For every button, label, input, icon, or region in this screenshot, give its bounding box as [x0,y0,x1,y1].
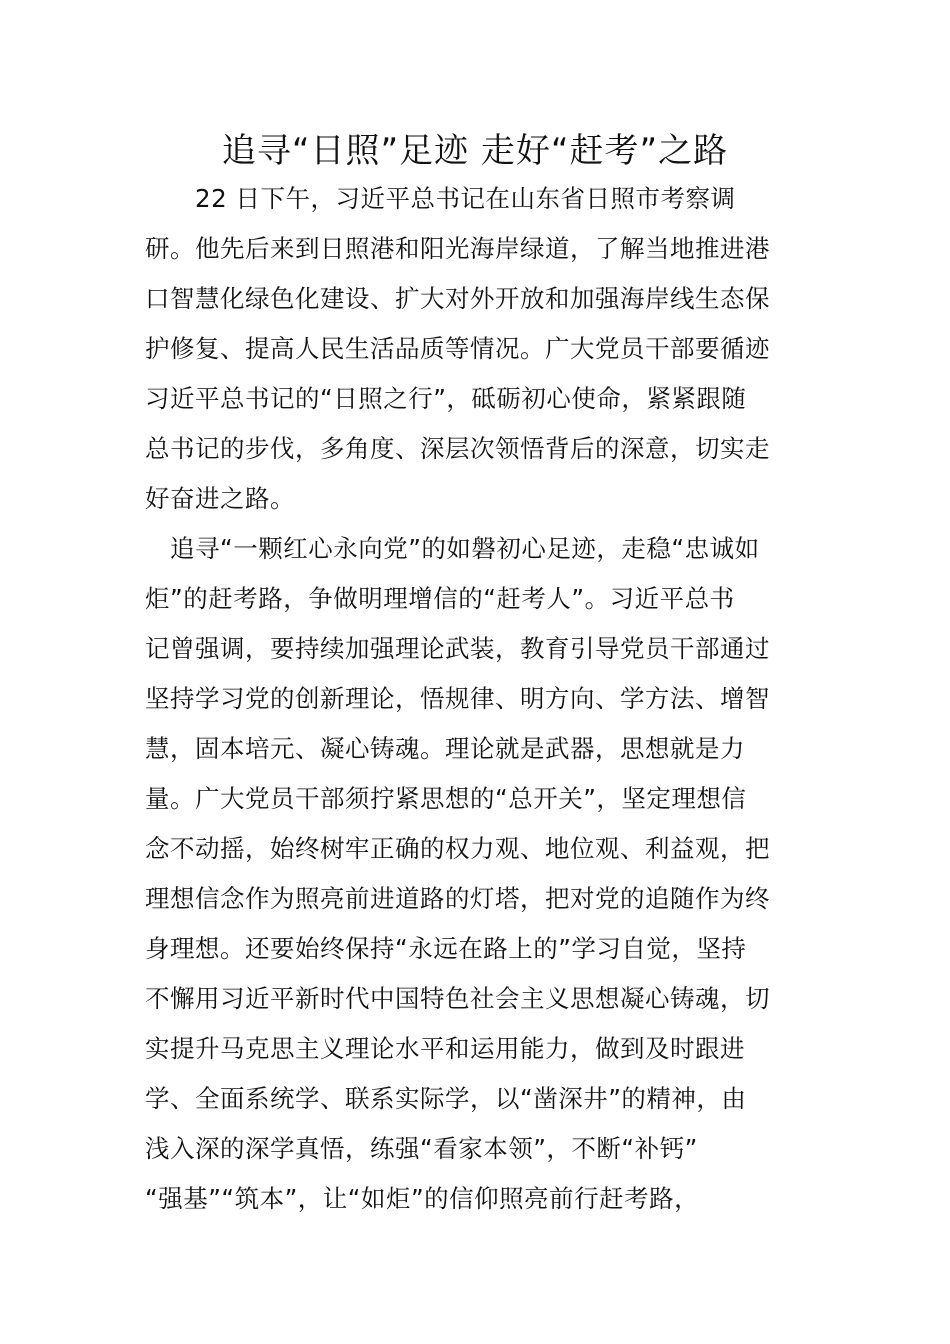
body-line: 不懈用习近平新时代中国特色社会主义思想凝心铸魂，切 [145,984,770,1013]
body-line: 研。他先后来到日照港和阳光海岸绿道，了解当地推进港 [145,234,770,263]
body-line: 护修复、提高人民生活品质等情况。广大党员干部要循迹 [145,334,770,363]
body-line: 追寻“一颗红心永向党”的如磐初心足迹，走稳“忠诚如 [145,534,760,563]
body-line: 口智慧化绿色化建设、扩大对外开放和加强海岸线生态保 [145,284,770,313]
body-line: 浅入深的深学真悟，练强“看家本领”，不断“补钙” [145,1134,698,1163]
body-line: “强基”“筑本”，让“如炬”的信仰照亮前行赶考路， [145,1184,700,1213]
body-line: 身理想。还要始终保持“永远在路上的”学习自觉，坚持 [145,934,747,963]
body-line: 炬”的赶考路，争做明理增信的“赶考人”。习近平总书 [145,584,735,613]
body-line: 好奋进之路。 [145,484,295,513]
document-title: 追寻“日照”足迹 走好“赶考”之路 [221,131,729,171]
body-line: 慧，固本培元、凝心铸魂。理论就是武器，思想就是力 [145,734,745,763]
body-line: 理想信念作为照亮前进道路的灯塔，把对党的追随作为终 [145,884,770,913]
body-line: 总书记的步伐，多角度、深层次领悟背后的深意，切实走 [145,434,770,463]
body-line: 念不动摇，始终树牢正确的权力观、地位观、利益观，把 [145,834,770,863]
body-line: 习近平总书记的“日照之行”，砥砺初心使命，紧紧跟随 [145,384,747,413]
body-line: 量。广大党员干部须拧紧思想的“总开关”，坚定理想信 [145,784,747,813]
body-line: 学、全面系统学、联系实际学，以“凿深井”的精神，由 [145,1084,747,1113]
body-line: 22 日下午，习近平总书记在山东省日照市考察调 [145,184,736,213]
body-line: 坚持学习党的创新理论，悟规律、明方向、学方法、增智 [145,684,770,713]
body-line: 记曾强调，要持续加强理论武装，教育引导党员干部通过 [145,634,770,663]
body-line: 实提升马克思主义理论水平和运用能力，做到及时跟进 [145,1034,745,1063]
